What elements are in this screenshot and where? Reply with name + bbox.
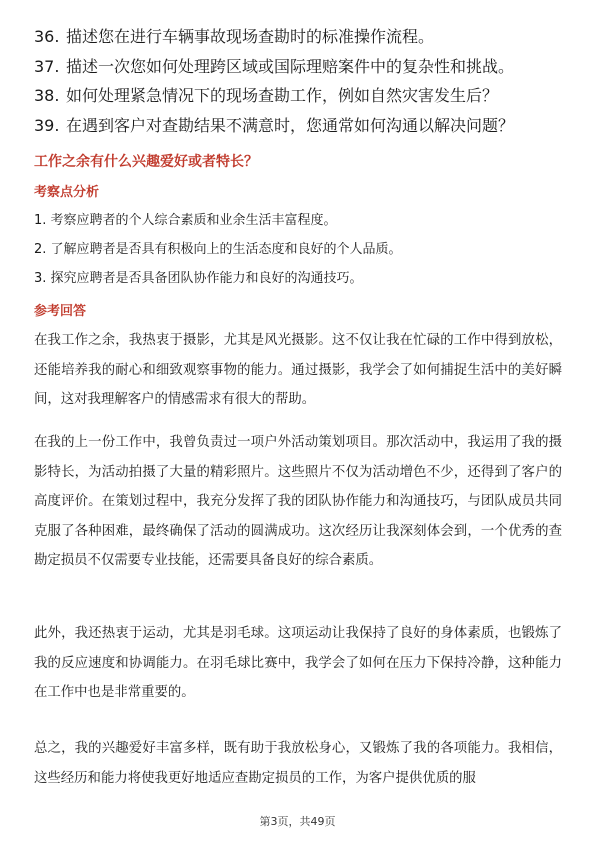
analysis-item: 1. 考察应聘者的个人综合素质和业余生活丰富程度。	[34, 213, 337, 228]
answer-heading: 参考回答	[34, 304, 87, 319]
analysis-heading: 考察点分析	[34, 185, 100, 200]
question-number: 39.	[34, 115, 60, 135]
question-text: 如何处理紧急情况下的现场查勘工作，例如自然灾害发生后？	[66, 86, 499, 105]
section-title: 工作之余有什么兴趣爱好或者特长？	[34, 154, 258, 170]
answer-paragraph: 总之，我的兴趣爱好丰富多样，既有助于我放松身心，又锻炼了我的各项能力。我相信，这些经历和能力将使我更好地适应查勘定损员的工作，为客户提供优质的服	[34, 741, 562, 786]
question-item	[34, 81, 574, 111]
question-list	[34, 22, 574, 140]
question-text: 描述一次您如何处理跨区域或国际理赔案件中的复杂性和挑战。	[66, 56, 515, 76]
page-number: 第3页，共49页	[259, 815, 336, 828]
question-item	[34, 111, 574, 141]
analysis-item: 3. 探究应聘者是否具备团队协作能力和良好的沟通技巧。	[34, 271, 363, 286]
analysis-list	[34, 206, 564, 293]
answer-paragraph: 在我工作之余，我热衷于摄影，尤其是风光摄影。这不仅让我在忙碌的工作中得到放松，还能培养我的耐心和细致观察事物的能力。通过摄影，我学会了如何捕捉生活中的美好瞬间，这对我理解客户的情感需求有很大的帮助。	[34, 333, 562, 407]
answer-paragraph: 在我的上一份工作中，我曾负责过一项户外活动策划项目。那次活动中，我运用了我的摄影特长，为活动拍摄了大量的精彩照片。这些照片不仅为活动增色不少，还得到了客户的高度评价。在策划过程中，我充分发挥了我的团队协作能力和沟通技巧，与团队成员共同克服了各种困难，最终确保了活动的圆满成功。这次经历让我深刻体会到，一个优秀的查勘定损员不仅需要专业技能，还需要具备良好的综合素质。	[34, 435, 562, 568]
answer-paragraph: 此外，我还热衷于运动，尤其是羽毛球。这项运动让我保持了良好的身体素质，也锻炼了我的反应速度和协调能力。在羽毛球比赛中，我学会了如何在压力下保持冷静，这种能力在工作中也是非常重要的。	[34, 626, 562, 700]
question-text: 在遇到客户对查勘结果不满意时，您通常如何沟通以解决问题？	[66, 115, 515, 135]
question-number: 38.	[34, 86, 60, 105]
question-item	[34, 22, 574, 52]
question-item	[34, 52, 574, 82]
question-number: 37.	[34, 56, 60, 76]
question-number: 36.	[34, 27, 60, 46]
question-text: 描述您在进行车辆事故现场查勘时的标准操作流程。	[66, 27, 435, 46]
analysis-item: 2. 了解应聘者是否具有积极向上的生活态度和良好的个人品质。	[34, 242, 402, 257]
